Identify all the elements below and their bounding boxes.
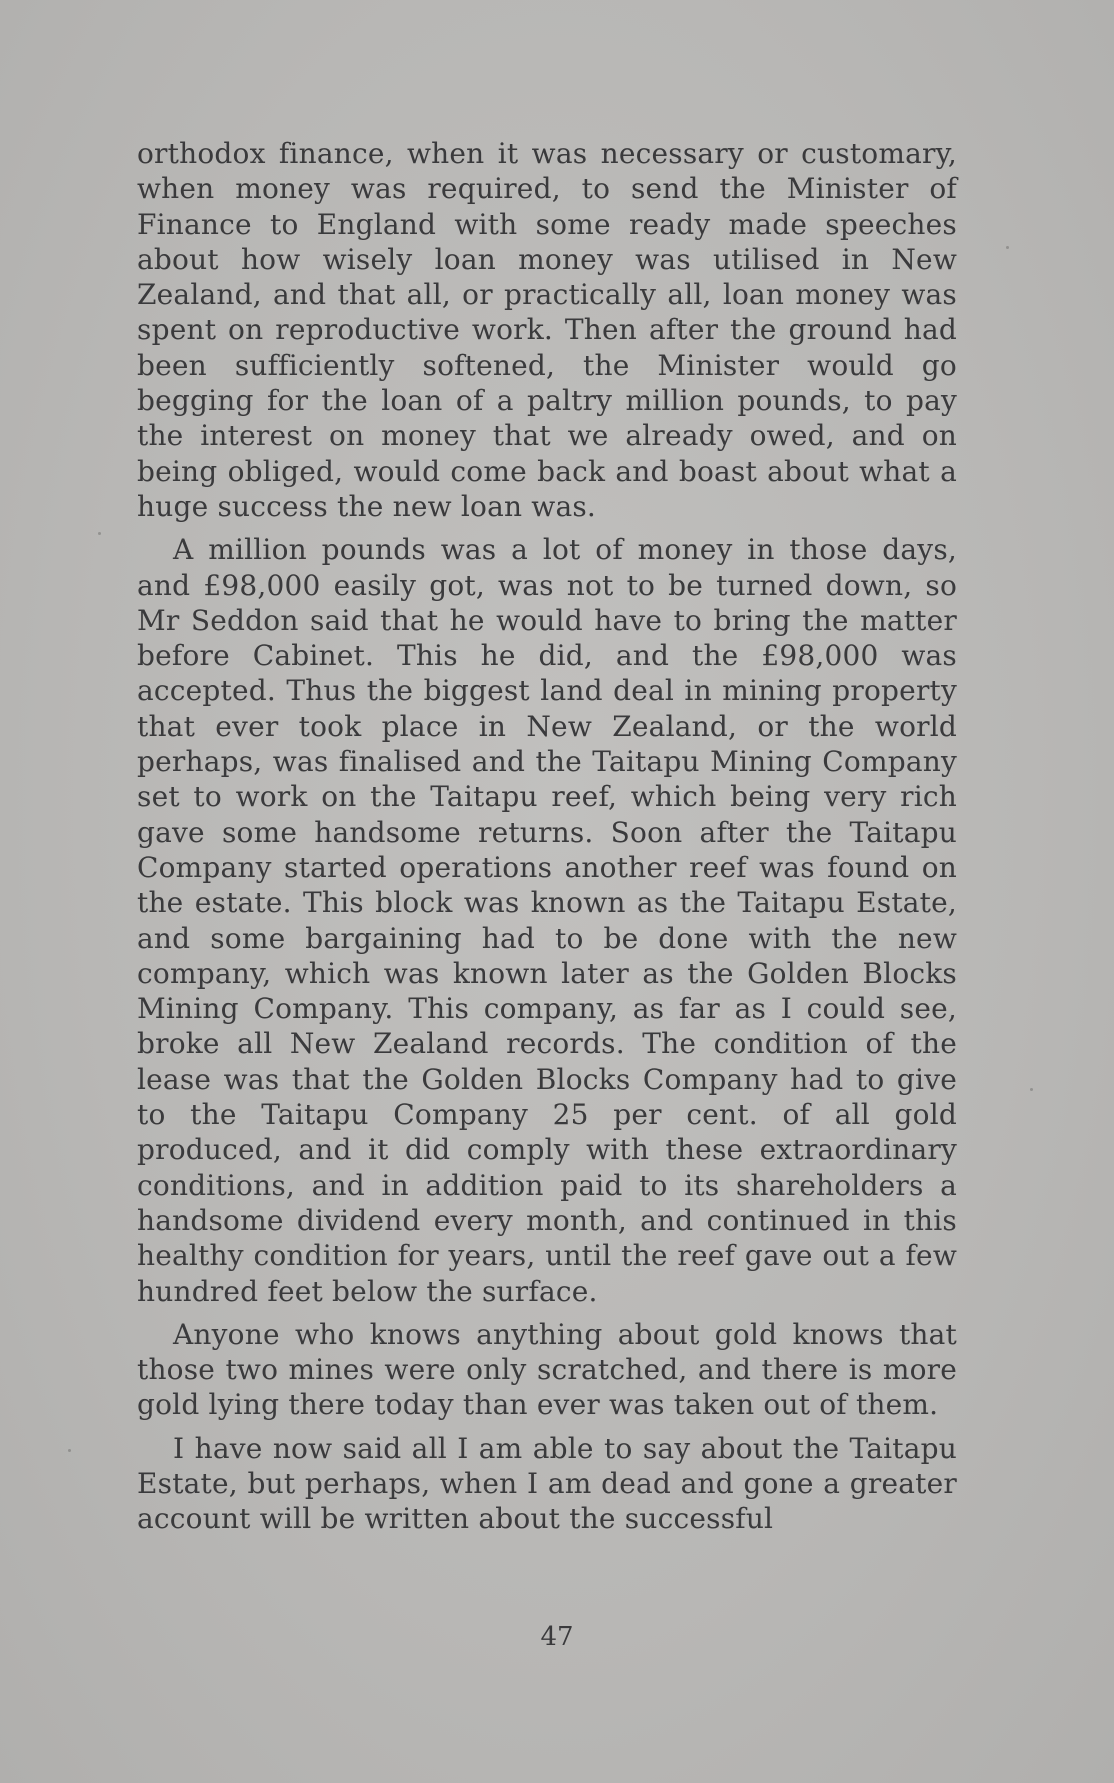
paper-speck — [68, 1449, 71, 1452]
paper-speck — [1030, 1088, 1033, 1091]
paper-speck — [98, 532, 101, 535]
paragraph-1: orthodox finance, when it was necessary or customary, when money was required, to send the Minister of Finance to England with some ready made speeches about how wisely loan money was utilised in New Zealand, and that all, or practically all, loan money was spent on reproductive work. Then after the ground had been sufficiently softened, the Minister would go begging for the loan of a paltry million pounds, to pay the interest on money that we already owed, and on being obliged, would come back and boast about what a huge success the new loan was. — [137, 137, 957, 523]
paragraph-4: I have now said all I am able to say about the Taitapu Estate, but perhaps, when I am dead and gone a greater account will be written about the successful — [137, 1431, 957, 1536]
page-number: 47 — [540, 1622, 574, 1652]
body-text — [137, 136, 957, 1537]
paper-speck — [1006, 246, 1009, 249]
paragraph-2: A million pounds was a lot of money in those days, and £98,000 easily got, was not to be turned down, so Mr Seddon said that he would have to bring the matter before Cabinet. This he did, and the £98,000 was accepted. Thus the biggest land deal in mining property that ever took place in New Zealand, or the world perhaps, was finalised and the Taitapu Mining Company set to work on the Taitapu reef, which being very rich gave some handsome returns. Soon after the Taitapu Company started operations another reef was found on the estate. This block was known as the Taitapu Estate, and some bargaining had to be done with the new company, which was known later as the Golden Blocks Mining Company. This company, as far as I could see, broke all New Zealand records. The condition of the lease was that the Golden Blocks Company had to give to the Taitapu Company 25 per cent. of all gold produced, and it did comply with these extraordinary conditions, and in addition paid to its shareholders a handsome dividend every month, and continued in this healthy condition for years, until the reef gave out a few hundred feet below the surface. — [137, 533, 957, 1308]
paragraph-3: Anyone who knows anything about gold knows that those two mines were only scratched, and there is more gold lying there today than ever was taken out of them. — [137, 1317, 957, 1422]
